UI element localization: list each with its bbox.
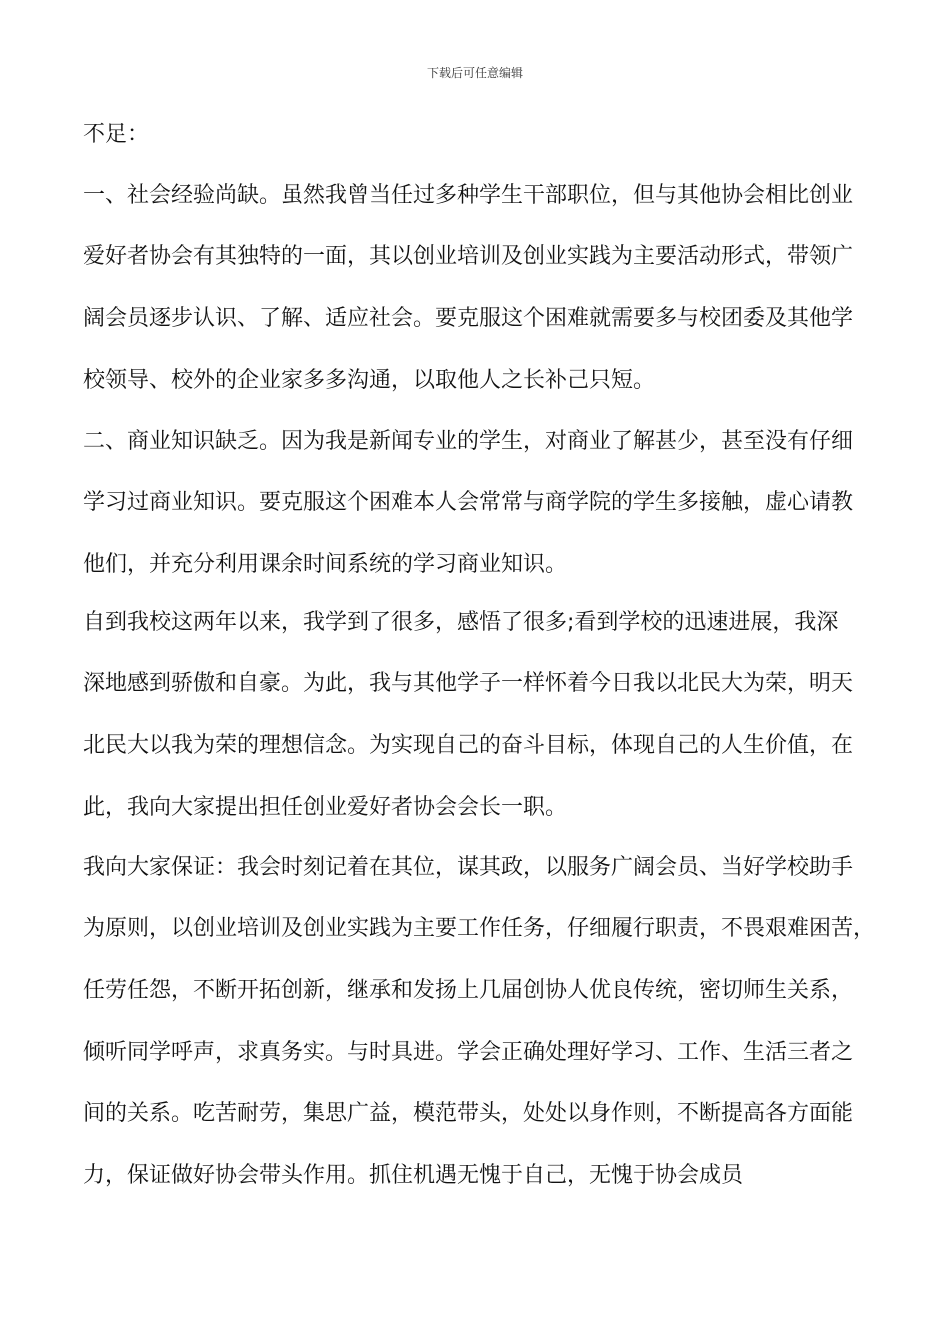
text-line: 力，保证做好协会带头作用。抓住机遇无愧于自己，无愧于协会成员 <box>83 1163 744 1188</box>
text-line: 阔会员逐步认识、了解、适应社会。要克服这个困难就需要多与校团委及其他学 <box>83 306 854 331</box>
text-line: 爱好者协会有其独特的一面，其以创业培训及创业实践为主要活动形式，带领广 <box>83 244 854 269</box>
text-line: 一、社会经验尚缺。虽然我曾当任过多种学生干部职位，但与其他协会相比创业 <box>83 183 854 208</box>
text-line: 倾听同学呼声，求真务实。与时具进。学会正确处理好学习、工作、生活三者之 <box>83 1040 854 1065</box>
text-line: 任劳任怨，不断开拓创新，继承和发扬上几届创协人优良传统，密切师生关系， <box>83 978 854 1003</box>
text-line: 二、商业知识缺乏。因为我是新闻专业的学生，对商业了解甚少，甚至没有仔细 <box>83 429 854 454</box>
text-line: 自到我校这两年以来，我学到了很多，感悟了很多;看到学校的迅速进展，我深 <box>83 610 839 635</box>
text-line: 校领导、校外的企业家多多沟通，以取他人之长补己只短。 <box>83 368 656 393</box>
text-line: 为原则，以创业培训及创业实践为主要工作任务，仔细履行职责，不畏艰难困苦， <box>83 916 876 941</box>
text-line: 他们，并充分利用课余时间系统的学习商业知识。 <box>83 552 568 577</box>
text-line: 此，我向大家提出担任创业爱好者协会会长一职。 <box>83 795 568 820</box>
page-header: 下载后可任意编辑 <box>426 66 523 80</box>
text-line: 间的关系。吃苦耐劳，集思广益，模范带头，处处以身作则，不断提高各方面能 <box>83 1101 854 1126</box>
text-line: 学习过商业知识。要克服这个困难本人会常常与商学院的学生多接触，虚心请教 <box>83 490 854 515</box>
heading-shortcomings: 不足： <box>83 122 150 147</box>
text-line: 我向大家保证：我会时刻记着在其位，谋其政，以服务广阔会员、当好学校助手 <box>83 855 854 880</box>
text-line: 北民大以我为荣的理想信念。为实现自己的奋斗目标，体现自己的人生价值，在 <box>83 733 854 758</box>
text-line: 深地感到骄傲和自豪。为此，我与其他学子一样怀着今日我以北民大为荣，明天 <box>83 671 854 696</box>
